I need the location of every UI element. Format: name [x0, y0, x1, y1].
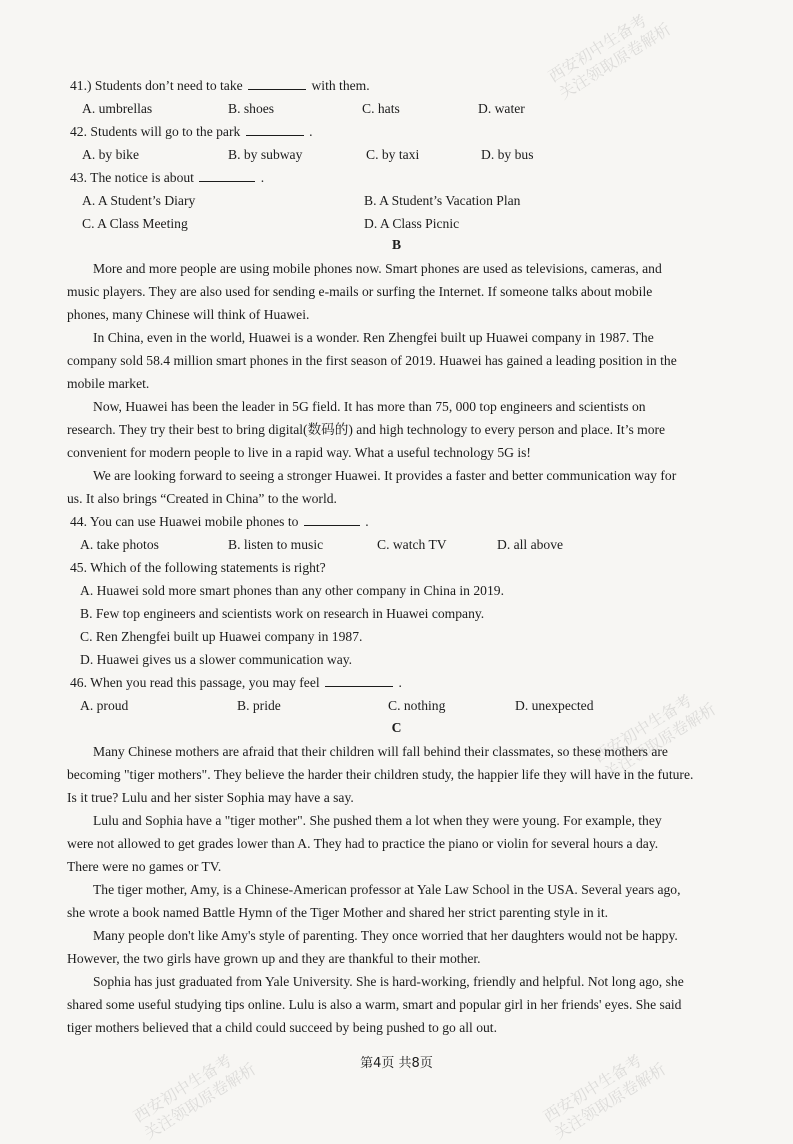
question-46-stem: 46. When you read this passage, you may feel — [70, 675, 320, 690]
answer-blank — [325, 674, 393, 687]
q43-option-a: A. A Student’s Diary — [82, 193, 196, 208]
q45-option-a: A. Huawei sold more smart phones than any other company in China in 2019. — [80, 583, 504, 598]
passage-c-p1-l1: Many Chinese mothers are afraid that their children will fall behind their classmates, so these mothers are — [93, 744, 668, 759]
page-number: 第4页 共8页 — [360, 1056, 433, 1071]
q43-option-c: C. A Class Meeting — [82, 216, 188, 231]
passage-c-p2-l2: were not allowed to get grades lower than A. They had to practice the piano or violin for several hours a day. — [67, 836, 659, 851]
passage-c-p3-l2: she wrote a book named Battle Hymn of the Tiger Mother and shared her strict parenting style in it. — [67, 905, 608, 920]
question-41-stem-end: with them. — [311, 78, 370, 93]
section-c-heading: C — [391, 720, 402, 735]
question-43-stem: 43. The notice is about — [70, 170, 194, 185]
passage-b-p4-l2: us. It also brings “Created in China” to the world. — [67, 491, 337, 506]
passage-c-p4-l2: However, the two girls have grown up and they are thankful to their mother. — [67, 951, 481, 966]
q42-option-a: A. by bike — [82, 147, 140, 162]
passage-c-p2-l1: Lulu and Sophia have a "tiger mother". She pushed them a lot when they were young. For example, they — [93, 813, 662, 828]
watermark: 西安初中生备考 关注领取原卷解析 — [545, 10, 675, 104]
answer-blank — [246, 123, 304, 136]
passage-b-p1-l1: More and more people are using mobile phones now. Smart phones are used as televisions, cameras, and — [93, 261, 662, 276]
watermark: 西安初中生备考 关注领取原卷解析 — [590, 690, 720, 784]
passage-c-p5-l2: shared some useful studying tips online. Lulu is also a warm, smart and popular girl in her friends' eyes. She said — [67, 997, 682, 1012]
question-44-stem-end: . — [365, 514, 369, 529]
passage-b-p2-l2: company sold 58.4 million smart phones in the first season of 2019. Huawei has gained a leading position in the — [67, 353, 677, 368]
q41-option-c: C. hats — [362, 101, 400, 116]
question-46-stem-end: . — [398, 675, 402, 690]
q42-option-c: C. by taxi — [366, 147, 420, 162]
question-41 — [70, 77, 370, 95]
passage-b-p2-l3: mobile market. — [67, 376, 150, 391]
q44-option-a: A. take photos — [80, 537, 159, 552]
q45-option-b: B. Few top engineers and scientists work on research in Huawei company. — [80, 606, 485, 621]
q41-option-d: D. water — [478, 101, 525, 116]
answer-blank — [304, 513, 360, 526]
question-42-stem-end: . — [309, 124, 313, 139]
q43-option-b: B. A Student’s Vacation Plan — [364, 193, 521, 208]
question-43-stem-end: . — [260, 170, 265, 185]
passage-b-p3-l1: Now, Huawei has been the leader in 5G field. It has more than 75, 000 top engineers and scientists on — [93, 399, 646, 414]
q45-option-d: D. Huawei gives us a slower communication way. — [80, 652, 353, 667]
passage-b-p2-l1: In China, even in the world, Huawei is a wonder. Ren Zhengfei built up Huawei company in 1987. The — [93, 330, 654, 345]
question-44 — [70, 513, 369, 531]
question-45-stem: 45. Which of the following statements is right? — [70, 560, 326, 575]
passage-b-p3-l3: convenient for modern people to live in a rapid way. What a useful technology 5G is! — [67, 445, 531, 460]
q46-option-a: A. proud — [80, 698, 129, 713]
question-41-stem: 41.) Students don’t need to take — [70, 78, 243, 93]
q41-option-a: A. umbrellas — [82, 101, 153, 116]
watermark: 西安初中生备考 关注领取原卷解析 — [540, 1050, 670, 1144]
passage-c-p1-l3: Is it true? Lulu and her sister Sophia may have a say. — [67, 790, 354, 805]
passage-b-p1-l2: music players. They are also used for sending e-mails or surfing the Internet. If someone talks about mobile — [67, 284, 653, 299]
question-43 — [70, 169, 264, 187]
passage-c-p1-l2: becoming "tiger mothers". They believe the harder their children study, the happier life they will have in the future. — [67, 767, 694, 782]
passage-b-p4-l1: We are looking forward to seeing a stronger Huawei. It provides a faster and better communication way for — [93, 468, 677, 483]
passage-c-p5-l3: tiger mothers believed that a child could succeed by being pushed to go all out. — [67, 1020, 497, 1035]
passage-c-p4-l1: Many people don't like Amy's style of parenting. They once worried that her daughters would not be happy. — [93, 928, 678, 943]
passage-c-p2-l3: There were no games or TV. — [67, 859, 222, 874]
answer-blank — [248, 77, 306, 90]
q46-option-c: C. nothing — [388, 698, 446, 713]
passage-b-p1-l3: phones, many Chinese will think of Huawei. — [67, 307, 310, 322]
passage-c-p3-l1: The tiger mother, Amy, is a Chinese-American professor at Yale Law School in the USA. Several years ago, — [93, 882, 681, 897]
q42-option-b: B. by subway — [228, 147, 303, 162]
section-b-heading: B — [391, 237, 402, 252]
question-42 — [70, 123, 313, 141]
q43-option-d: D. A Class Picnic — [364, 216, 460, 231]
q44-option-c: C. watch TV — [377, 537, 447, 552]
q42-option-d: D. by bus — [481, 147, 534, 162]
passage-c-p5-l1: Sophia has just graduated from Yale University. She is hard-working, friendly and helpful. Not long ago, she — [93, 974, 684, 989]
q44-option-b: B. listen to music — [228, 537, 324, 552]
q41-option-b: B. shoes — [228, 101, 275, 116]
q45-option-c: C. Ren Zhengfei built up Huawei company in 1987. — [80, 629, 363, 644]
question-42-stem: 42. Students will go to the park — [70, 124, 241, 139]
answer-blank — [199, 169, 255, 182]
q44-option-d: D. all above — [497, 537, 564, 552]
q46-option-d: D. unexpected — [515, 698, 594, 713]
question-44-stem: 44. You can use Huawei mobile phones to — [70, 514, 299, 529]
q46-option-b: B. pride — [237, 698, 281, 713]
question-46 — [70, 674, 402, 692]
passage-b-p3-l2: research. They try their best to bring digital(数码的) and high technology to every person and place. It’s more — [67, 422, 666, 437]
watermark: 西安初中生备考 关注领取原卷解析 — [130, 1050, 260, 1144]
